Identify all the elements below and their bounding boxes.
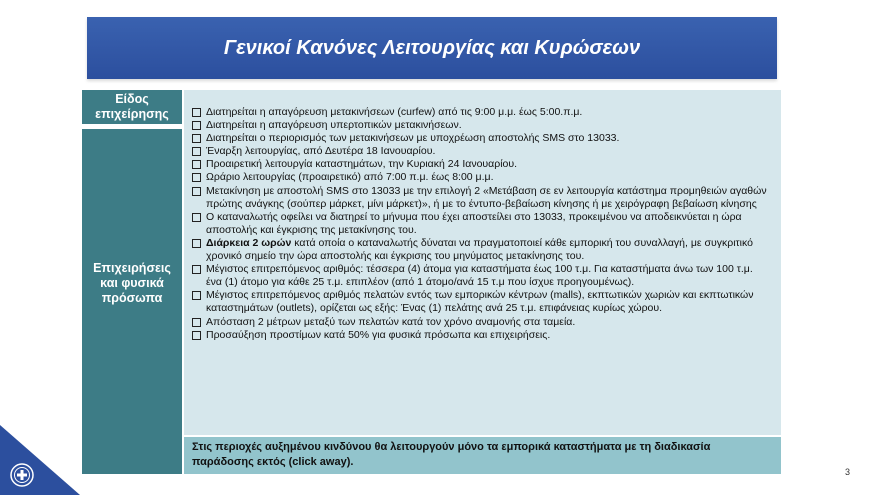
rule-item: [192, 237, 771, 263]
rule-text: [206, 132, 771, 145]
rule-body-text: Διατηρείται η απαγόρευση υπερτοπικών μετακινήσεων.: [206, 119, 462, 132]
rule-text: [206, 263, 771, 289]
category-label-line2: επιχείρησης: [95, 107, 169, 121]
category-label: [82, 90, 182, 124]
rule-body-text: Μετακίνηση με αποστολή SMS στο 13033 με την επιλογή 2 «Μετάβαση σε εν λειτουργία κατάστημα προμηθειών αγαθών πρώτης ανάγκης (σούπερ μάρκετ, μίνι μάρκετ)», ή με το έντυπο-βεβαίωση κίνησης ή με χειρόγραφη βεβαίωση κίνησης: [206, 184, 767, 210]
rule-body-text: Διατηρείται η απαγόρευση μετακινήσεων (curfew) από τις 9:00 μ.μ. έως 5:00.π.μ.: [206, 106, 583, 118]
rule-text: [206, 119, 771, 132]
rule-item: [192, 171, 771, 184]
rule-text: [206, 289, 771, 315]
checkbox-bullet-icon: [192, 173, 201, 182]
rule-text: [206, 329, 771, 342]
rule-item: [192, 185, 771, 211]
checkbox-bullet-icon: [192, 108, 201, 117]
rule-bold-text: Διάρκεια 2 ωρών: [206, 236, 292, 249]
category-label-line1: Είδος: [115, 92, 149, 106]
rule-body-text: Έναρξη λειτουργίας, από Δευτέρα 18 Ιανουαρίου.: [206, 145, 436, 158]
rule-item: [192, 119, 771, 132]
rule-text: [206, 211, 771, 237]
rule-body-text: Προαιρετική λειτουργία καταστημάτων, την Κυριακή 24 Ιανουαρίου.: [206, 158, 518, 171]
checkbox-bullet-icon: [192, 265, 201, 274]
footer-note: [184, 437, 781, 474]
rule-item: [192, 211, 771, 237]
page-number: 3: [845, 467, 851, 477]
businesses-label-line1: Επιχειρήσεις: [93, 260, 171, 275]
rule-text: [206, 185, 771, 211]
rule-item: [192, 106, 771, 119]
rules-list: [184, 90, 781, 342]
rule-item: [192, 263, 771, 289]
rule-text: [206, 145, 771, 158]
checkbox-bullet-icon: [192, 121, 201, 130]
rule-item: [192, 289, 771, 315]
label-base: [82, 437, 182, 474]
checkbox-bullet-icon: [192, 239, 201, 248]
rule-body-text: Μέγιστος επιτρεπόμενος αριθμός: τέσσερα (4) άτομα για καταστήματα έως 100 τ.μ. Για καταστήματα άνω των 100 τ.μ. ένα (1) άτομο για κάθε 25 τ.μ. επιπλέον (από 1 άτομο/ανά 15 τ.μ που ίσχυε προηγουμένως).: [206, 263, 753, 289]
rule-body-text: Απόσταση 2 μέτρων μεταξύ των πελατών κατά τον χρόνο αναμονής στα ταμεία.: [206, 315, 576, 328]
rule-text: [206, 158, 771, 171]
rule-text: [206, 171, 771, 184]
rule-body-text: Προσαύξηση προστίμων κατά 50% για φυσικά πρόσωπα και επιχειρήσεις.: [206, 328, 551, 341]
rule-item: [192, 316, 771, 329]
rule-item: [192, 158, 771, 171]
checkbox-bullet-icon: [192, 291, 201, 300]
checkbox-bullet-icon: [192, 331, 201, 340]
slide-title: Γενικοί Κανόνες Λειτουργίας και Κυρώσεων: [223, 36, 641, 59]
businesses-label-line2: και φυσικά: [100, 275, 164, 290]
rule-item: [192, 132, 771, 145]
rule-text: [206, 316, 771, 329]
checkbox-bullet-icon: [192, 213, 201, 222]
rule-body-text: Διατηρείται ο περιορισμός των μετακινήσεων με υποχρέωση αποστολής SMS στο 13033.: [206, 132, 620, 145]
checkbox-bullet-icon: [192, 318, 201, 327]
title-banner: [87, 17, 777, 79]
greek-emblem-icon: [0, 425, 80, 495]
rule-text: [206, 106, 771, 119]
rule-text: [206, 237, 771, 263]
rule-body-text: Μέγιστος επιτρεπόμενος αριθμός πελατών εντός των εμπορικών κέντρων (malls), εκπτωτικών χωριών και εκπτωτικών καταστημάτων (outlets), ορίζεται ως εξής: Ένας (1) πελάτης ανά 25 τ.μ. επιφάνειας κυρίως χώρου.: [206, 289, 754, 315]
checkbox-bullet-icon: [192, 160, 201, 169]
rule-item: [192, 145, 771, 158]
checkbox-bullet-icon: [192, 187, 201, 196]
checkbox-bullet-icon: [192, 134, 201, 143]
rule-item: [192, 329, 771, 342]
rules-panel: [184, 90, 781, 435]
businesses-label: [82, 129, 182, 437]
rule-body-text: Ωράριο λειτουργίας (προαιρετικό) από 7:00 π.μ. έως 8:00 μ.μ.: [206, 171, 494, 184]
footer-note-text: Στις περιοχές αυξημένου κινδύνου θα λειτουργούν μόνο τα εμπορικά καταστήματα με τη διαδικασία παράδοσης εκτός (click away).: [192, 441, 711, 468]
rule-body-text: Ο καταναλωτής οφείλει να διατηρεί το μήνυμα που έχει αποστείλει στο 13033, προκειμένου να αποδεικνύεται η ώρα αποστολής και έγκρισης της μετακίνησης του.: [206, 210, 742, 236]
businesses-label-line3: πρόσωπα: [101, 290, 163, 305]
rule-body-text: κατά οποία ο καταναλωτής δύναται να πραγματοποιεί κάθε εμπορική του συναλλαγή, με συγκριτικό χρονικό σημείο την ώρα αποστολής και έγκρισης του μηνύματος μετακίνησης του.: [206, 236, 753, 263]
checkbox-bullet-icon: [192, 147, 201, 156]
